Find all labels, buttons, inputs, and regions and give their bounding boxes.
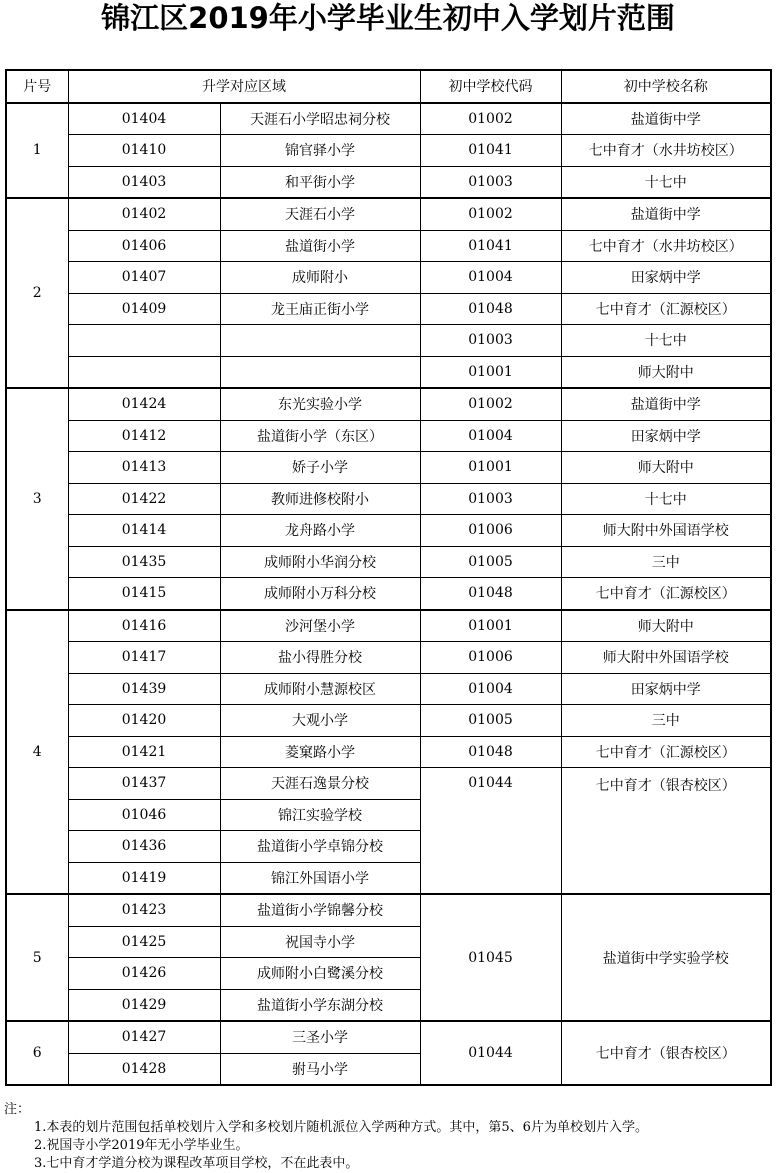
middle-school-name: 师大附中: [561, 356, 771, 388]
primary-school-name: 成师附小: [220, 262, 420, 294]
primary-school-name: 大观小学: [220, 705, 420, 737]
middle-code: 01003: [420, 483, 561, 515]
primary-school-name: 和平街小学: [220, 166, 420, 198]
primary-school-name: 三圣小学: [220, 1021, 420, 1053]
middle-school-name: 七中育才（银杏校区）: [561, 1021, 771, 1085]
primary-school-name: 娇子小学: [220, 452, 420, 484]
middle-code: 01004: [420, 420, 561, 452]
primary-code: 01439: [68, 673, 220, 705]
middle-code: 01001: [420, 356, 561, 388]
primary-school-name: 龙王庙正街小学: [220, 293, 420, 325]
middle-school-name: 三中: [561, 705, 771, 737]
middle-school-name: 师大附中: [561, 452, 771, 484]
middle-code: 01003: [420, 325, 561, 357]
primary-school-name: 盐道街小学卓锦分校: [220, 831, 420, 863]
primary-school-name: 龙舟路小学: [220, 515, 420, 547]
middle-school-name: 三中: [561, 546, 771, 578]
primary-school-name: 盐道街小学（东区）: [220, 420, 420, 452]
primary-code: 01415: [68, 578, 220, 610]
primary-code: 01404: [68, 103, 220, 135]
primary-school-name: 盐小得胜分校: [220, 642, 420, 674]
primary-code: 01410: [68, 135, 220, 167]
primary-school-name: 成师附小白鹭溪分校: [220, 958, 420, 990]
table-row: [6, 135, 771, 167]
table-row: [6, 515, 771, 547]
table-row: [6, 642, 771, 674]
middle-code: 01044: [420, 768, 561, 895]
primary-code: 01426: [68, 958, 220, 990]
zoning-table: [5, 69, 772, 1086]
primary-school-name: 祝国寺小学: [220, 926, 420, 958]
middle-school-name: 师大附中: [561, 610, 771, 642]
primary-code: 01412: [68, 420, 220, 452]
middle-code: 01005: [420, 705, 561, 737]
middle-school-name: 盐道街中学实验学校: [561, 894, 771, 1021]
primary-code: [68, 325, 220, 357]
table-row: [6, 452, 771, 484]
primary-code: 01403: [68, 166, 220, 198]
primary-school-name: 沙河堡小学: [220, 610, 420, 642]
table-row: [6, 673, 771, 705]
primary-school-name: 成师附小万科分校: [220, 578, 420, 610]
middle-code: 01045: [420, 894, 561, 1021]
table-row: [6, 483, 771, 515]
primary-code: 01414: [68, 515, 220, 547]
middle-school-name: 田家炳中学: [561, 673, 771, 705]
header-zone: 片号: [6, 70, 68, 103]
header-area: 升学对应区域: [68, 70, 420, 103]
notes-heading: 注：: [4, 1102, 31, 1117]
middle-code: 01004: [420, 673, 561, 705]
primary-school-name: 东光实验小学: [220, 388, 420, 420]
primary-school-name: 成师附小华润分校: [220, 546, 420, 578]
primary-school-name: 驸马小学: [220, 1053, 420, 1085]
primary-code: 01435: [68, 546, 220, 578]
primary-code: 01424: [68, 388, 220, 420]
middle-code: 01001: [420, 452, 561, 484]
primary-code: 01409: [68, 293, 220, 325]
primary-code: 01419: [68, 862, 220, 894]
middle-school-name: 七中育才（水井坊校区）: [561, 135, 771, 167]
middle-code: 01001: [420, 610, 561, 642]
primary-code: 01427: [68, 1021, 220, 1053]
middle-code: 01002: [420, 103, 561, 135]
primary-code: 01425: [68, 926, 220, 958]
middle-code: 01044: [420, 1021, 561, 1085]
note-item-3: 3.七中育才学道分校为课程改革项目学校，不在此表中。: [34, 1156, 359, 1171]
table-row: [6, 198, 771, 230]
table-row: [6, 262, 771, 294]
table-row: [6, 420, 771, 452]
primary-school-name: 锦江实验学校: [220, 799, 420, 831]
middle-code: 01006: [420, 515, 561, 547]
middle-school-name: 十七中: [561, 483, 771, 515]
zone-number: 5: [6, 894, 68, 1021]
primary-school-name: 教师进修校附小: [220, 483, 420, 515]
zone-number: 1: [6, 103, 68, 199]
middle-code: 01006: [420, 642, 561, 674]
middle-code: 01002: [420, 198, 561, 230]
table-row: [6, 705, 771, 737]
middle-code: 01003: [420, 166, 561, 198]
zone-number: 2: [6, 198, 68, 388]
primary-school-name: 盐道街小学锦馨分校: [220, 894, 420, 926]
middle-code: 01048: [420, 293, 561, 325]
middle-school-name: 七中育才（水井坊校区）: [561, 230, 771, 262]
primary-code: 01417: [68, 642, 220, 674]
middle-code: 01041: [420, 135, 561, 167]
middle-code: 01041: [420, 230, 561, 262]
primary-code: 01423: [68, 894, 220, 926]
primary-code: 01436: [68, 831, 220, 863]
primary-code: 01413: [68, 452, 220, 484]
table-row: [6, 610, 771, 642]
primary-code: 01437: [68, 768, 220, 800]
middle-code: 01002: [420, 388, 561, 420]
middle-school-name: 盐道街中学: [561, 103, 771, 135]
middle-code: 01048: [420, 736, 561, 768]
middle-school-name: 盐道街中学: [561, 388, 771, 420]
note-item-2: 2.祝国寺小学2019年无小学毕业生。: [34, 1138, 249, 1153]
primary-code: 01422: [68, 483, 220, 515]
primary-school-name: 盐道街小学: [220, 230, 420, 262]
middle-school-name: 七中育才（汇源校区）: [561, 578, 771, 610]
table-row: [6, 736, 771, 768]
primary-code: 01429: [68, 989, 220, 1021]
primary-school-name: 锦官驿小学: [220, 135, 420, 167]
middle-code: 01048: [420, 578, 561, 610]
middle-school-name: 七中育才（汇源校区）: [561, 736, 771, 768]
middle-school-name: 十七中: [561, 325, 771, 357]
table-row: [6, 166, 771, 198]
middle-school-name: 十七中: [561, 166, 771, 198]
middle-school-name: 盐道街中学: [561, 198, 771, 230]
table-row: [6, 578, 771, 610]
middle-school-name: 七中育才（银杏校区）: [561, 768, 771, 895]
middle-code: 01004: [420, 262, 561, 294]
zone-number: 6: [6, 1021, 68, 1085]
zone-number: 4: [6, 610, 68, 895]
zone-number: 3: [6, 388, 68, 610]
note-item-1: 1.本表的划片范围包括单校划片入学和多校划片随机派位入学两种方式。其中，第5、6片为单校划片入学。: [34, 1120, 648, 1135]
table-row: [6, 1021, 771, 1053]
table-row: [6, 894, 771, 926]
header-school-name: 初中学校名称: [561, 70, 771, 103]
table-header-row: [6, 70, 771, 103]
middle-school-name: 七中育才（汇源校区）: [561, 293, 771, 325]
primary-code: 01046: [68, 799, 220, 831]
table-row: [6, 768, 771, 800]
table-row: [6, 103, 771, 135]
primary-code: 01421: [68, 736, 220, 768]
primary-code: 01407: [68, 262, 220, 294]
primary-school-name: 菱窠路小学: [220, 736, 420, 768]
table-row: [6, 293, 771, 325]
primary-code: [68, 356, 220, 388]
primary-code: 01416: [68, 610, 220, 642]
table-row: [6, 230, 771, 262]
primary-code: 01402: [68, 198, 220, 230]
primary-school-name: 成师附小慧源校区: [220, 673, 420, 705]
primary-code: 01428: [68, 1053, 220, 1085]
primary-school-name: [220, 325, 420, 357]
middle-school-name: 田家炳中学: [561, 262, 771, 294]
middle-school-name: 师大附中外国语学校: [561, 642, 771, 674]
table-row: [6, 388, 771, 420]
primary-code: 01406: [68, 230, 220, 262]
table-row: [6, 546, 771, 578]
page-title: 锦江区2019年小学毕业生初中入学划片范围: [101, 1, 675, 35]
primary-school-name: 天涯石逸景分校: [220, 768, 420, 800]
primary-school-name: 盐道街小学东湖分校: [220, 989, 420, 1021]
primary-code: 01420: [68, 705, 220, 737]
primary-school-name: 锦江外国语小学: [220, 862, 420, 894]
middle-code: 01005: [420, 546, 561, 578]
primary-school-name: [220, 356, 420, 388]
middle-school-name: 田家炳中学: [561, 420, 771, 452]
header-school-code: 初中学校代码: [420, 70, 561, 103]
middle-school-name: 师大附中外国语学校: [561, 515, 771, 547]
notes: [4, 1101, 774, 1173]
primary-school-name: 天涯石小学: [220, 198, 420, 230]
primary-school-name: 天涯石小学昭忠祠分校: [220, 103, 420, 135]
table-row: [6, 325, 771, 357]
table-body: [6, 103, 771, 1086]
table-row: [6, 356, 771, 388]
